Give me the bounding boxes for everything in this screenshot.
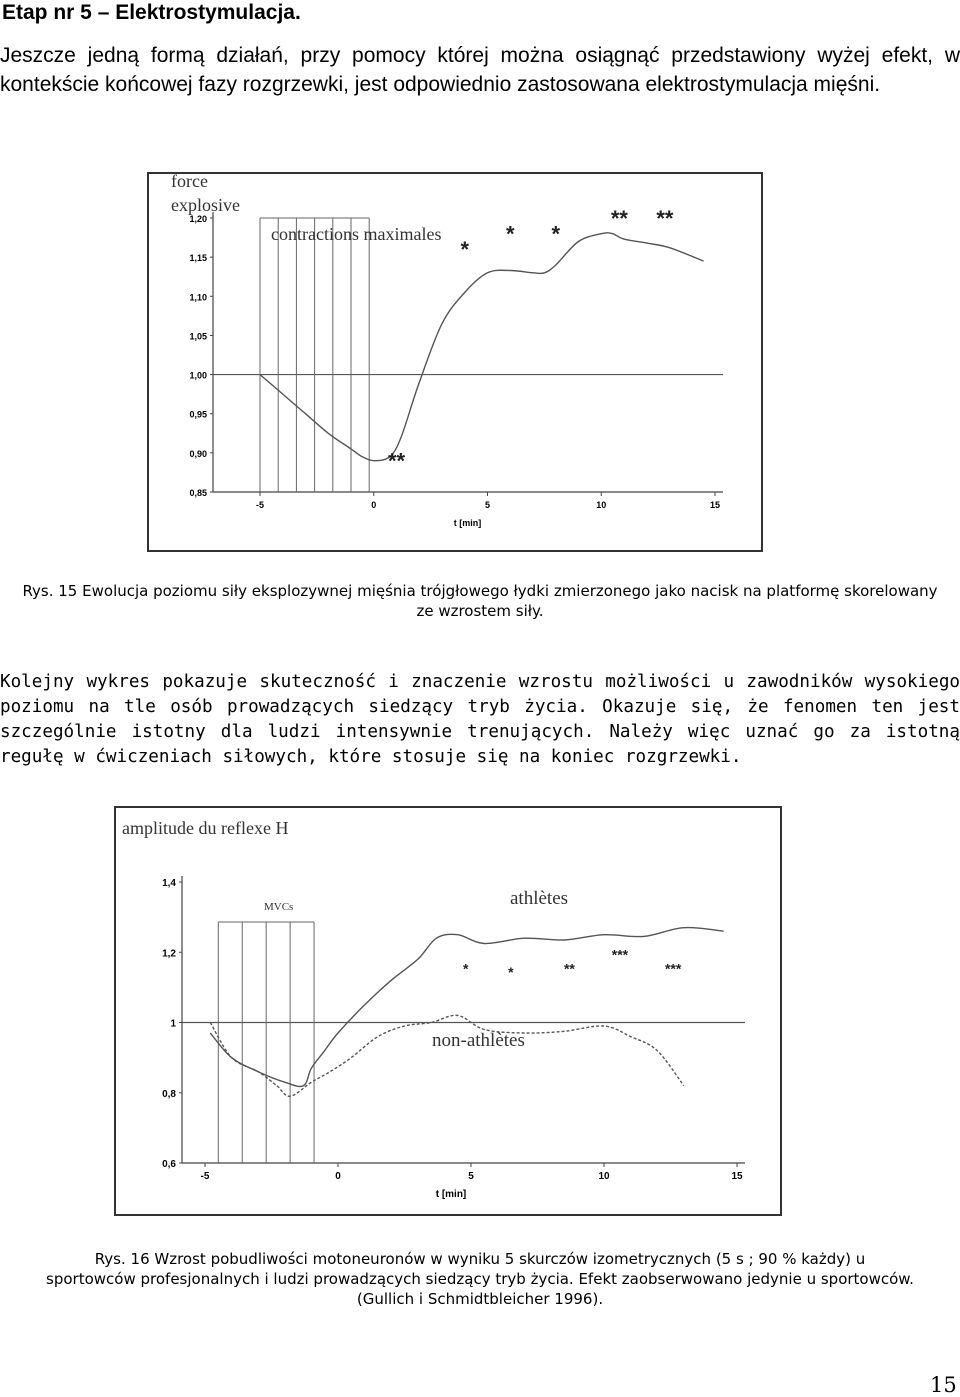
figure-1-caption [20, 581, 940, 621]
x-tick-label: 0 [371, 500, 377, 510]
y-tick-label: 1,4 [162, 878, 176, 889]
annotation-box-label: contractions maximales [271, 224, 442, 244]
y-tick-label: 0,85 [189, 488, 207, 498]
y-tick-label: 0,6 [162, 1159, 176, 1170]
figure-2-caption [0, 1249, 960, 1309]
annotation-box-label: MVCs [264, 901, 294, 913]
chart-title: force [171, 172, 208, 191]
x-tick-label: -5 [255, 500, 265, 510]
figure-1-caption-text: Ewolucja poziomu siły eksplozywnej mięśnia trójgłowego łydki zmierzonego jako nacisk na platformę skorelowany ze wzrostem siły. [82, 582, 938, 620]
significance-marker: * [462, 960, 469, 977]
body-paragraph: Kolejny wykres pokazuje skuteczność i znaczenie wzrostu możliwości u zawodników wysokiego poziomu na tle osób prowadzących siedzący tryb życia. Okazuje się, że fenomen ten jest szczególnie istotny dla ludzi intensywnie trenujących. Należy więc uznać go za istotną regułę w ćwiczeniach siłowych, które stosuje się na koniec rozgrzewki. [0, 672, 960, 767]
h-reflex-chart [114, 806, 782, 1216]
x-axis-label: t [min] [435, 1189, 467, 1200]
x-tick-label: 10 [598, 1171, 610, 1182]
y-tick-label: 0,95 [189, 409, 207, 420]
x-tick-label: 0 [335, 1171, 341, 1182]
y-tick-label: 0,90 [189, 448, 207, 459]
x-tick-label: 15 [731, 1171, 743, 1182]
section-heading: Etap nr 5 – Elektrostymulacja. [2, 1, 301, 24]
series-label: athlètes [510, 888, 569, 909]
significance-marker: * [551, 221, 561, 247]
figure-2 [114, 806, 782, 1216]
y-tick-label: 1,15 [189, 253, 207, 264]
y-tick-label: 1,2 [162, 948, 176, 960]
significance-marker: ** [610, 205, 629, 231]
y-tick-label: 0,8 [162, 1088, 176, 1100]
series-label: non-athlètes [432, 1030, 525, 1051]
figure-2-caption-line-1: Rys. 16 Wzrost pobudliwości motoneuronów w wyniku 5 skurczów izometrycznych (5 s ; 90 % każdy) u [94, 1250, 866, 1268]
significance-marker: ** [563, 960, 575, 977]
significance-marker: * [505, 221, 515, 247]
y-tick-label: 1 [170, 1018, 176, 1030]
x-tick-label: -5 [200, 1171, 210, 1182]
y-tick-label: 1,05 [189, 331, 207, 342]
y-tick-label: 1,00 [189, 370, 207, 381]
significance-marker: ** [656, 205, 674, 231]
page-number: 15 [930, 1373, 957, 1397]
significance-marker: ** [387, 448, 406, 474]
x-tick-label: 5 [484, 500, 491, 510]
figure-1 [147, 172, 763, 552]
y-tick-label: 1,20 [189, 214, 207, 224]
significance-marker: *** [664, 960, 682, 977]
chart-title: explosive [171, 195, 240, 215]
x-axis-label: t [min] [453, 518, 482, 528]
chart-frame [115, 807, 781, 1215]
significance-marker: * [460, 237, 470, 263]
intro-paragraph: Jeszcze jedną formą działań, przy pomocy której można osiągnąć przedstawiony wyżej efekt, w kontekście końcowej fazy rozgrzewki, jest odpowiednio zastosowana elektrostymulacja mięśni. [0, 44, 960, 96]
figure-1-caption-label: Rys. 15 [22, 582, 78, 600]
significance-marker: * [508, 963, 514, 980]
y-tick-label: 1,10 [189, 292, 207, 303]
chart-title: amplitude du reflexe H [122, 818, 289, 838]
figure-2-caption-line-2: sportowców profesjonalnych i ludzi prowadzących siedzący tryb życia. Efekt zaobserwowano jedynie u sportowców. [46, 1270, 914, 1288]
figure-2-caption-line-3: (Gullich i Schmidtbleicher 1996). [356, 1290, 604, 1308]
x-tick-label: 15 [709, 500, 721, 510]
x-tick-label: 10 [596, 500, 607, 510]
significance-marker: *** [611, 946, 629, 963]
x-tick-label: 5 [468, 1171, 474, 1182]
force-explosive-chart [147, 172, 763, 552]
